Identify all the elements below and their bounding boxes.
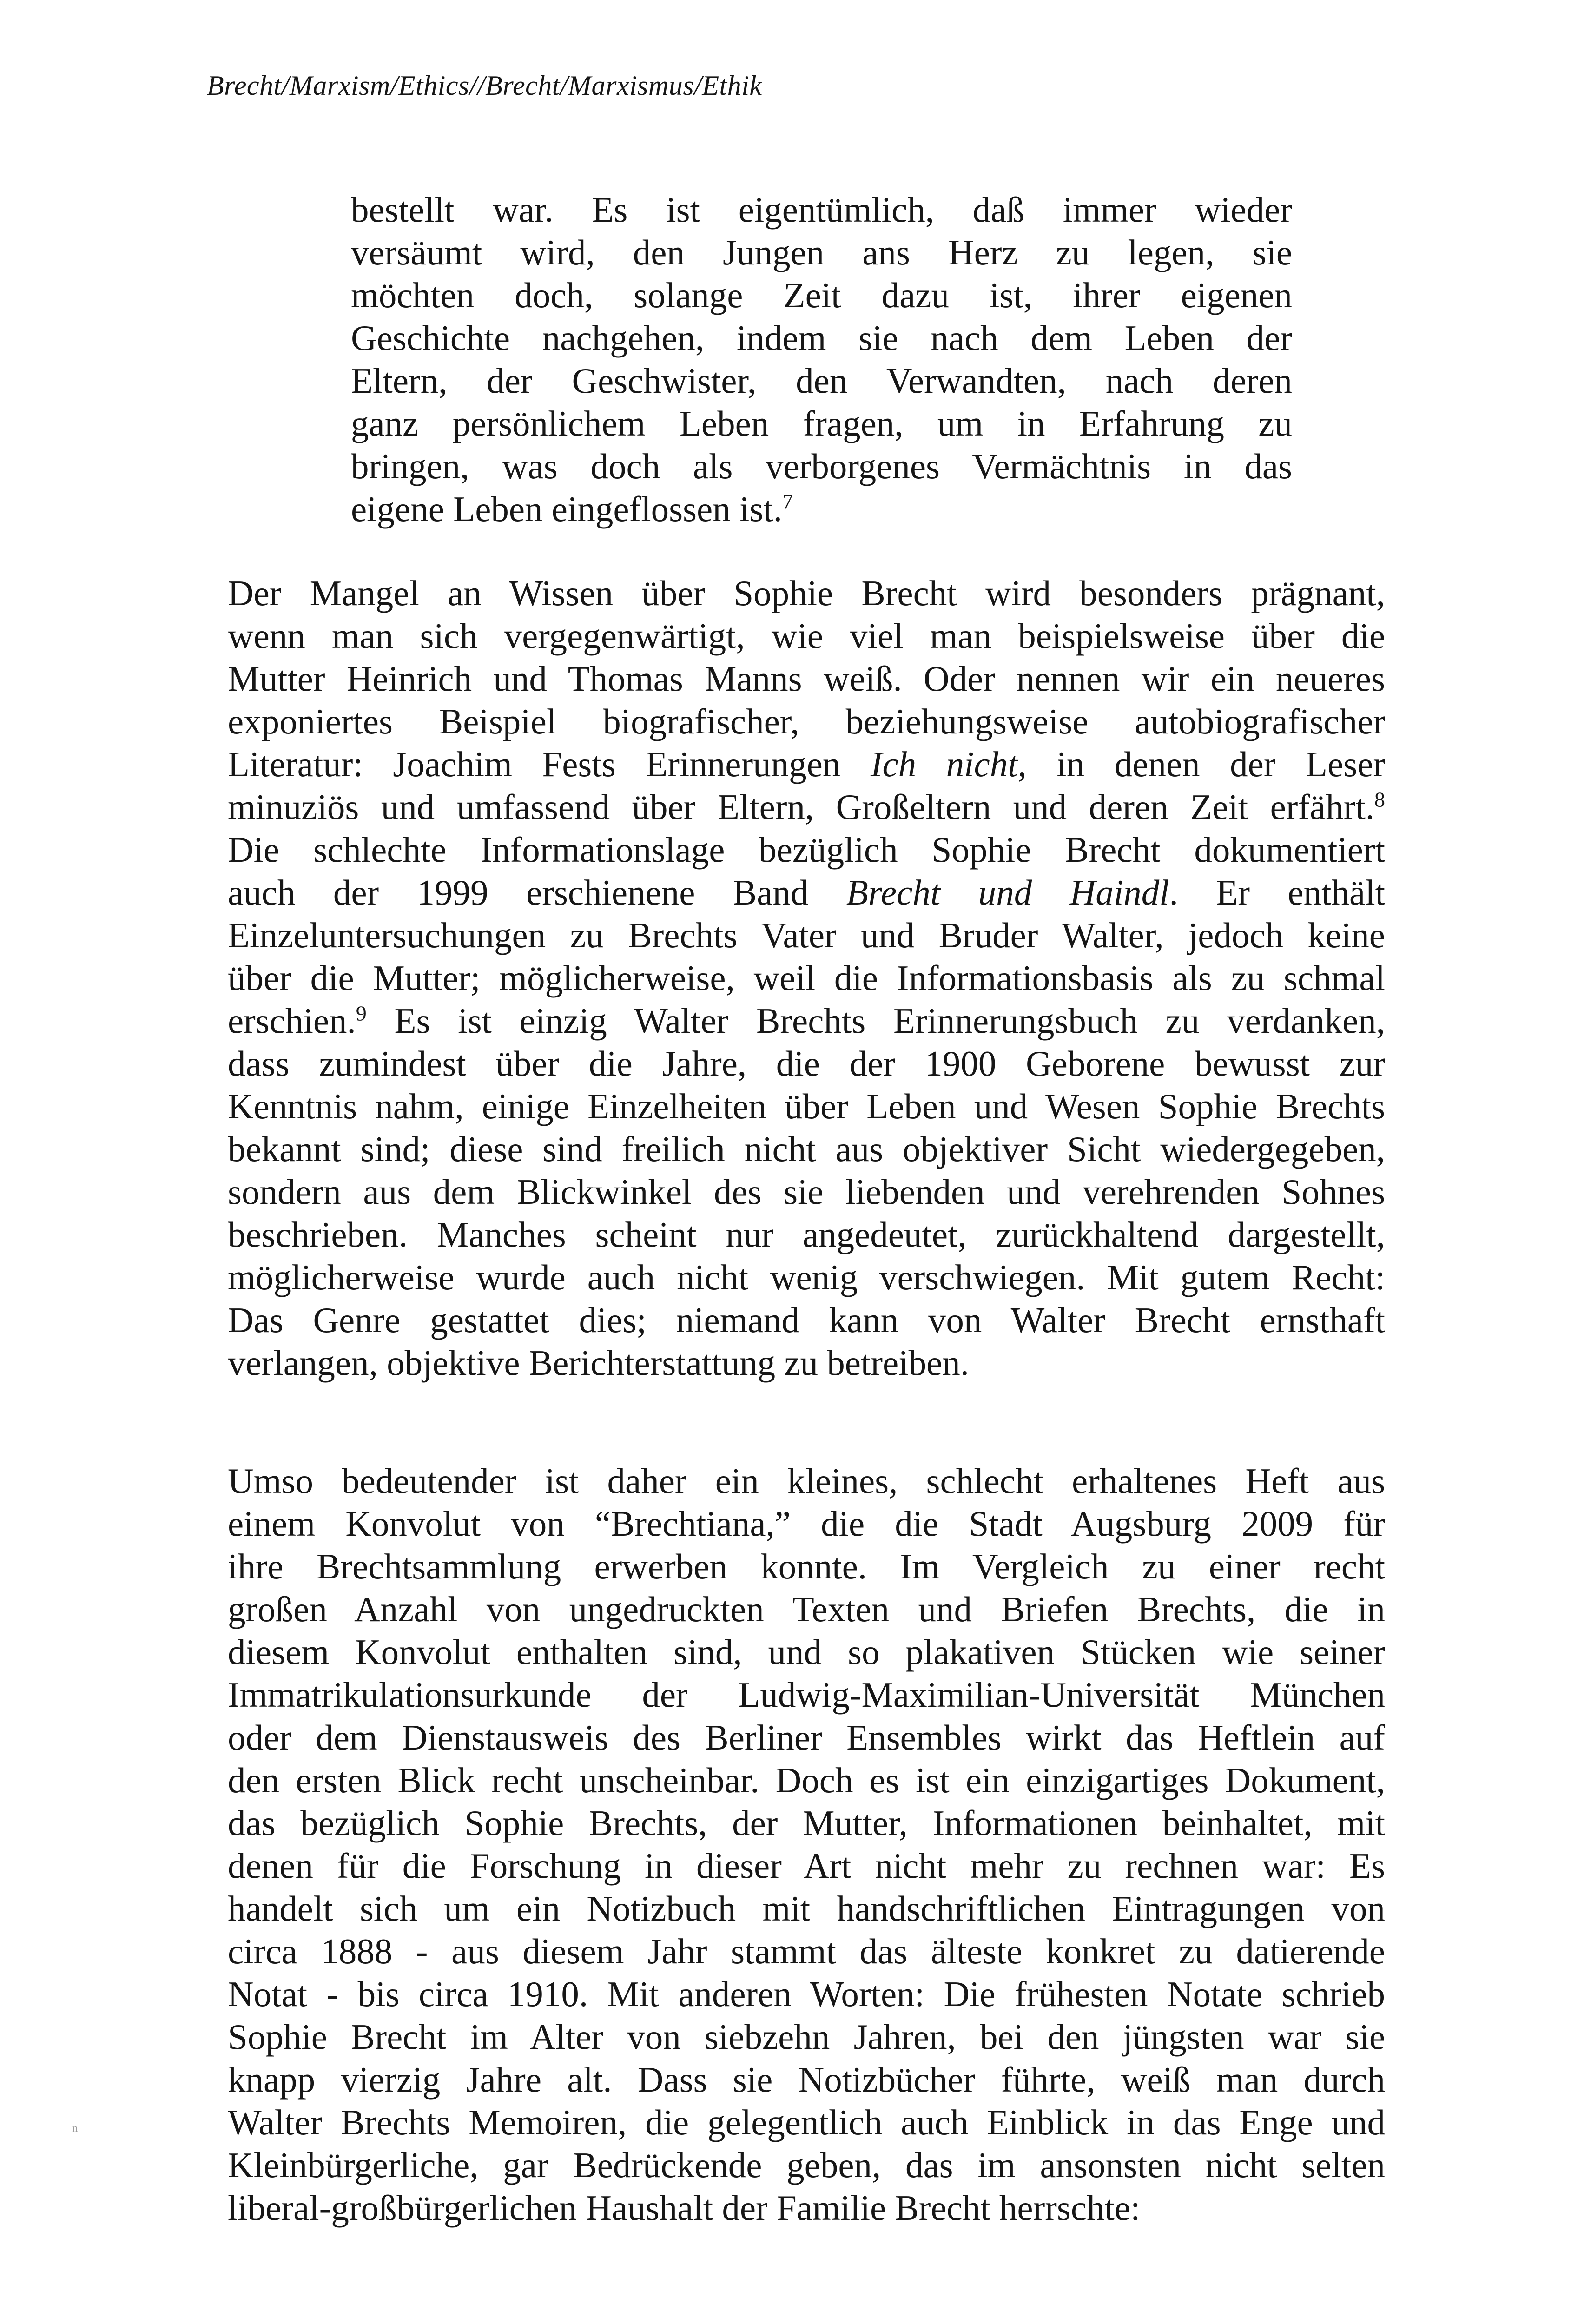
quote-last-line	[351, 488, 1292, 530]
paragraph-line	[228, 871, 1385, 914]
paragraph-last-line: liberal-großbürgerlichen Haushalt der Familie Brecht herrschte:	[228, 2188, 1141, 2228]
paragraph-line: Die schlechte Informationslage bezüglich Sophie Brecht dokumentiert	[228, 830, 1385, 870]
paragraph-line: möglicherweise wurde auch nicht wenig verschwiegen. Mit gutem Recht:	[228, 1257, 1385, 1297]
paragraph-line: einem Konvolut von “Brechtiana,” die die Stadt Augsburg 2009 für	[228, 1504, 1385, 1544]
paragraph-line: handelt sich um ein Notizbuch mit handschriftlichen Eintragungen von	[228, 1888, 1385, 1928]
paragraph-line: Kleinbürgerliche, gar Bedrückende geben, das im ansonsten nicht selten	[228, 2145, 1385, 2185]
quote-line: bestellt war. Es ist eigentümlich, daß immer wieder	[351, 190, 1292, 230]
paragraph-last-line: verlangen, objektive Berichterstattung zu betreiben.	[228, 1343, 970, 1383]
block-quote	[351, 188, 1292, 530]
line-text: erschien.	[228, 1001, 356, 1041]
paragraph-line: bekannt sind; diese sind freilich nicht aus objektiver Sicht wiedergegeben,	[228, 1129, 1385, 1169]
line-text: minuziös und umfassend über Eltern, Großeltern und deren Zeit erfährt.	[228, 787, 1374, 827]
paragraph-line: Immatrikulationsurkunde der Ludwig-Maximilian-Universität München	[228, 1675, 1385, 1715]
footnote-ref-9: 9	[356, 1001, 367, 1025]
quote-line: ganz persönlichem Leben fragen, um in Erfahrung zu	[351, 403, 1292, 443]
footnote-ref-8: 8	[1374, 787, 1385, 812]
paragraph-line: oder dem Dienstausweis des Berliner Ensembles wirkt das Heftlein auf	[228, 1717, 1385, 1757]
paragraph-line: Umso bedeutender ist daher ein kleines, schlecht erhaltenes Heft aus	[228, 1461, 1385, 1501]
paragraph-line: dass zumindest über die Jahre, die der 1900 Geborene bewusst zur	[228, 1043, 1385, 1083]
line-text: , in denen der Leser	[1017, 744, 1386, 784]
paragraph-line: ihre Brechtsammlung erwerben konnte. Im Vergleich zu einer recht	[228, 1546, 1385, 1586]
paragraph-line: Das Genre gestattet dies; niemand kann von Walter Brecht ernsthaft	[228, 1300, 1385, 1340]
scan-speck: ⁿ	[72, 2120, 78, 2141]
paragraph-line: Notat - bis circa 1910. Mit anderen Worten: Die frühesten Notate schrieb	[228, 1974, 1385, 2014]
line-text: Literatur: Joachim Fests Erinnerungen	[228, 744, 871, 784]
paragraph-line: diesem Konvolut enthalten sind, und so plakativen Stücken wie seiner	[228, 1632, 1385, 1672]
quote-line-text: eigene Leben eingeflossen ist.	[351, 489, 782, 529]
paragraph-line	[228, 999, 1385, 1042]
paragraph-line: knapp vierzig Jahre alt. Dass sie Notizbücher führte, weiß man durch	[228, 2060, 1385, 2100]
paragraph-line: den ersten Blick recht unscheinbar. Doch es ist ein einzigartiges Dokument,	[228, 1760, 1385, 1800]
paragraph-line: exponiertes Beispiel biografischer, beziehungsweise autobiografischer	[228, 701, 1385, 741]
quote-line: Geschichte nachgehen, indem sie nach dem Leben der	[351, 318, 1292, 358]
running-head: Brecht/Marxism/Ethics//Brecht/Marxismus/Ethik	[207, 70, 762, 101]
paragraph-line: Einzeluntersuchungen zu Brechts Vater und Bruder Walter, jedoch keine	[228, 915, 1385, 955]
paragraph-line: Walter Brechts Memoiren, die gelegentlich auch Einblick in das Enge und	[228, 2102, 1385, 2142]
paragraph-line: circa 1888 - aus diesem Jahr stammt das älteste konkret zu datierende	[228, 1931, 1385, 1971]
paragraph-line: Der Mangel an Wissen über Sophie Brecht wird besonders prägnant,	[228, 573, 1385, 613]
paragraph-2	[228, 1459, 1385, 2229]
paragraph-line: wenn man sich vergegenwärtigt, wie viel man beispielsweise über die	[228, 616, 1385, 656]
book-title-brecht-und-haindl: Brecht und Haindl	[846, 872, 1169, 912]
paragraph-line: sondern aus dem Blickwinkel des sie liebenden und verehrenden Sohnes	[228, 1172, 1385, 1212]
quote-line: möchten doch, solange Zeit dazu ist, ihrer eigenen	[351, 275, 1292, 315]
line-text: Es ist einzig Walter Brechts Erinnerungsbuch zu verdanken,	[366, 1001, 1385, 1041]
paragraph-line: denen für die Forschung in dieser Art nicht mehr zu rechnen war: Es	[228, 1846, 1385, 1886]
quote-line: Eltern, der Geschwister, den Verwandten, nach deren	[351, 361, 1292, 401]
paragraph-line: beschrieben. Manches scheint nur angedeutet, zurückhaltend dargestellt,	[228, 1215, 1385, 1254]
quote-line: bringen, was doch als verborgenes Vermächtnis in das	[351, 446, 1292, 486]
paragraph-line: das bezüglich Sophie Brechts, der Mutter, Informationen beinhaltet, mit	[228, 1803, 1385, 1843]
paragraph-line	[228, 743, 1385, 786]
paragraph-line: Kenntnis nahm, einige Einzelheiten über Leben und Wesen Sophie Brechts	[228, 1086, 1385, 1126]
paragraph-line: großen Anzahl von ungedruckten Texten und Briefen Brechts, die in	[228, 1589, 1385, 1629]
line-text: auch der 1999 erschienene Band	[228, 872, 846, 912]
line-text: . Er enthält	[1169, 872, 1386, 912]
paragraph-line	[228, 786, 1385, 828]
paragraph-line: über die Mutter; möglicherweise, weil die Informationsbasis als zu schmal	[228, 958, 1385, 998]
paragraph-1	[228, 572, 1385, 1384]
paragraph-line: Sophie Brecht im Alter von siebzehn Jahren, bei den jüngsten war sie	[228, 2017, 1385, 2057]
paragraph-line: Mutter Heinrich und Thomas Manns weiß. Oder nennen wir ein neueres	[228, 659, 1385, 699]
footnote-ref-7: 7	[782, 489, 793, 514]
book-title-ich-nicht: Ich nicht	[870, 744, 1018, 784]
quote-line: versäumt wird, den Jungen ans Herz zu legen, sie	[351, 232, 1292, 272]
